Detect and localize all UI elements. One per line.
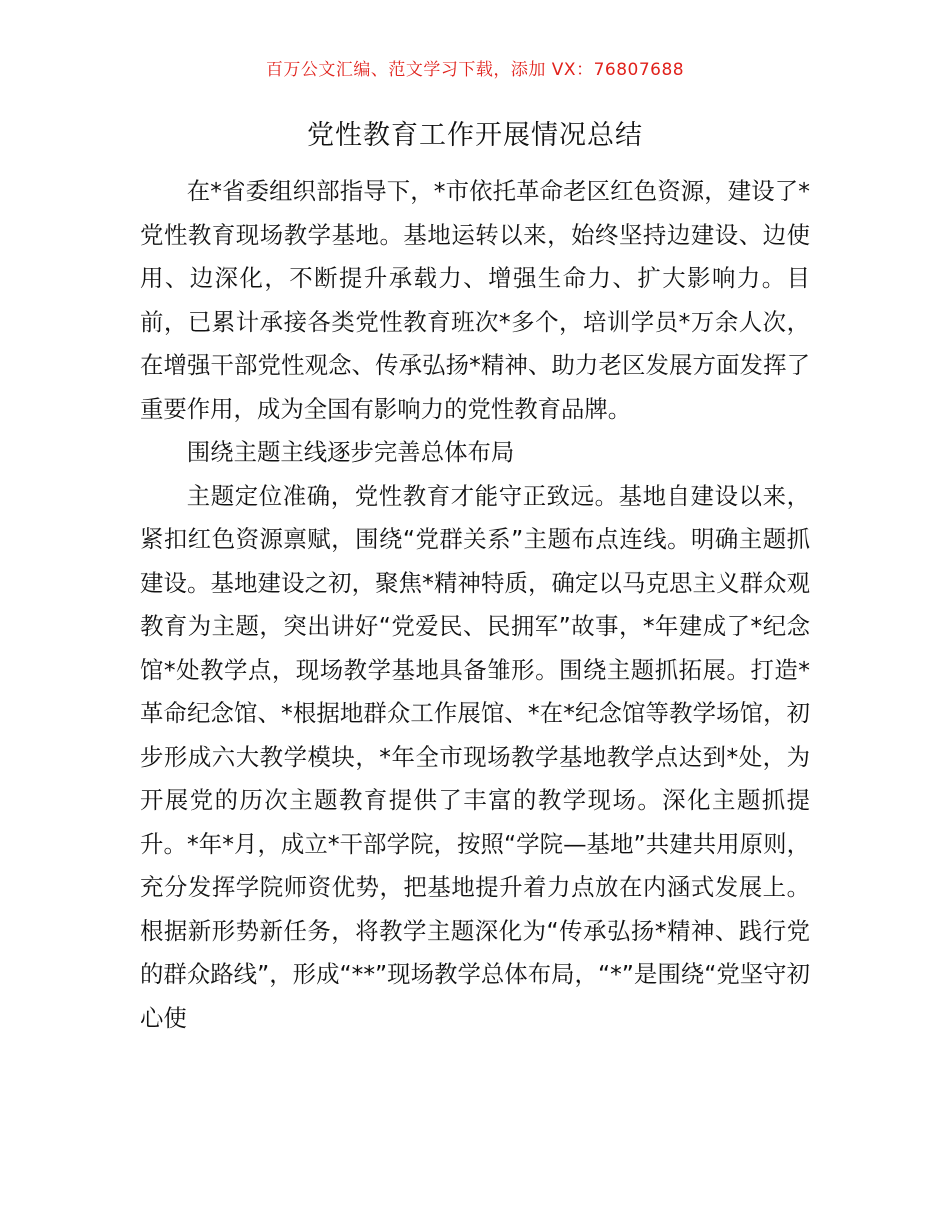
intro-paragraph: 在*省委组织部指导下，*市依托革命老区红色资源，建设了*党性教育现场教学基地。基地运转以来，始终坚持边建设、边使用、边深化，不断提升承载力、增强生命力、扩大影响力。目前，已累计承接各类党性教育班次*多个，培训学员*万余人次，在增强干部党性观念、传承弘扬*精神、助力老区发展方面发挥了重要作用，成为全国有影响力的党性教育品牌。 [140, 177, 810, 423]
watermark-banner: 百万公文汇编、范文学习下载，添加 VX：76807688 [265, 60, 685, 80]
section-heading: 围绕主题主线逐步完善总体布局 [186, 438, 515, 466]
document-body [140, 170, 810, 1040]
document-title: 党性教育工作开展情况总结 [307, 120, 643, 151]
body-paragraph: 主题定位准确，党性教育才能守正致远。基地自建设以来，紧扣红色资源禀赋，围绕“党群关系”主题布点连线。明确主题抓建设。基地建设之初，聚焦*精神特质，确定以马克思主义群众观教育为主题，突出讲好“党爱民、民拥军”故事，*年建成了*纪念馆*处教学点，现场教学基地具备雏形。围绕主题抓拓展。打造*革命纪念馆、*根据地群众工作展馆、*在*纪念馆等教学场馆，初步形成六大教学模块，*年全市现场教学基地教学点达到*处，为开展党的历次主题教育提供了丰富的教学现场。深化主题抓提升。*年*月，成立*干部学院，按照“学院—基地”共建共用原则，充分发挥学院师资优势，把基地提升着力点放在内涵式发展上。根据新形势新任务，将教学主题深化为“传承弘扬*精神、践行党的群众路线”，形成“**”现场教学总体布局，“*”是围绕“党坚守初心使 [140, 481, 810, 1032]
